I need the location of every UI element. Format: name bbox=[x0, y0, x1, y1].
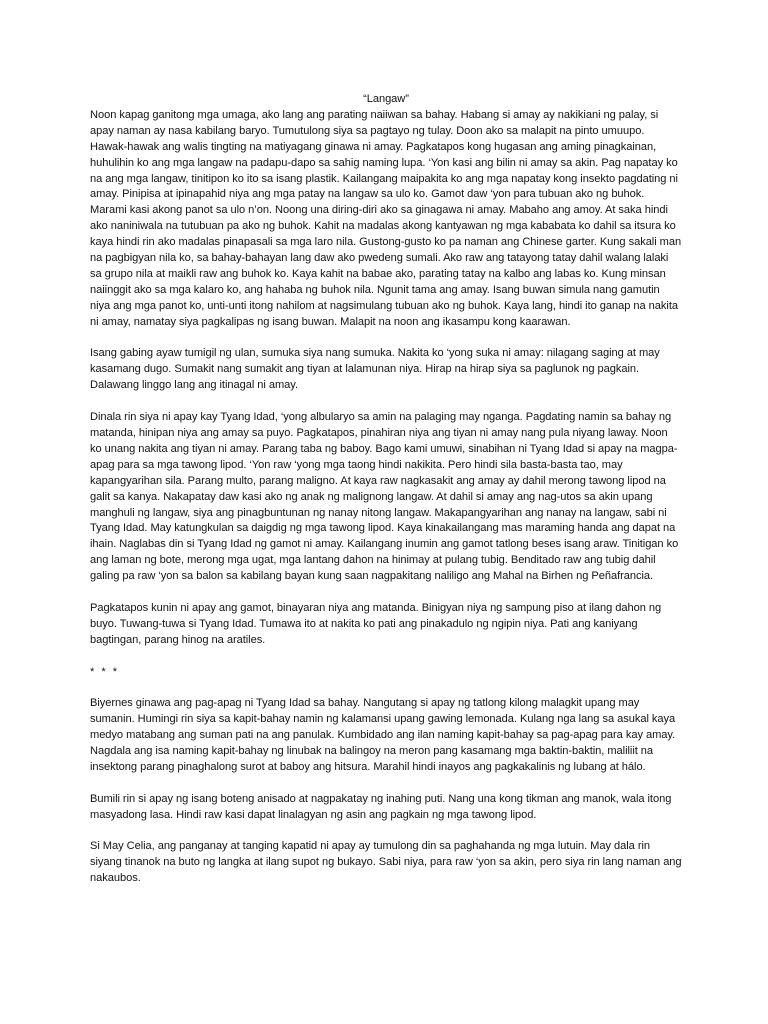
paragraph-7: Si May Celia, ang panganay at tanging kapatid ni apay ay tumulong din sa paghahanda ng mga lutuin. May dala rin siyang tinanok na buto ng langka at ilang supot ng bukayo. Sabi niya, para raw ‘yon sa akin, pero siya rin lang naman ang nakaubos. bbox=[90, 840, 682, 885]
section-separator: * * * bbox=[90, 665, 120, 678]
paragraph-2: Isang gabing ayaw tumigil ng ulan, sumuka siya nang sumuka. Nakita ko ‘yong suka ni amay: nilagang saging at may kasamang dugo. Sumakit nang sumakit ang tiyan at lalamunan niya. Hirap na hirap siya sa paglunok ng pagkain. Dalawang linggo lang ang itinagal ni amay. bbox=[90, 347, 660, 392]
paragraph-6: Bumili rin si apay ng isang boteng anisado at nagpakatay ng inahing puti. Nang una kong tikman ang manok, wala itong masyadong lasa. Hindi raw kasi dapat linalagyan ng asin ang pagkain ng mga tawong lipod. bbox=[90, 792, 672, 821]
paragraph-1: Noon kapag ganitong mga umaga, ako lang ang parating naiiwan sa bahay. Habang si amay ay nakikiani ng palay, si apay naman ay nasa kabilang baryo. Tumutulong siya sa pagtayo ng tulay. Doon ako sa malapit na pinto umuupo. Hawak-hawak ang walis tingting na matiyagang ginawa ni amay. Pagkatapos kong hugasan ang aming pinagkainan, huhulihin ko ang mga langaw na padapu-dapo sa sahig naming lupa. ‘Yon kasi ang bilin ni amay sa akin. Pag napatay ko na ang mga langaw, tinitipon ko ito sa isang plastik. Kailangang maipakita ko ang mga napatay kong insekto pagdating ni amay. Pinipisa at ipinapahid niya ang mga patay na langaw sa ulo ko. Gamot daw ‘yon para tubuan ako ng buhok. Marami kasi akong panot sa ulo n’on. Noong una diring-diri ako sa ginagawa ni amay. Mabaho ang amoy. At saka hindi ako naniniwala na tutubuan pa ako ng buhok. Kahit na madalas akong kantyawan ng mga kababata ko dahil sa itsura ko kaya hindi rin ako madalas pinapasali sa mga laro nila. Gustong-gusto ko pa naman ang Chinese garter. Kung sakali man na pagbigyan nila ko, sa bahay-bahayan lang daw ako pwedeng sumali. Ako raw ang tatayong tatay dahil walang lalaki sa grupo nila at maikli raw ang buhok ko. Kaya kahit na babae ako, parating tatay na kalbo ang labas ko. Kung minsan naiinggit ako sa mga kalaro ko, ang hahaba ng buhok nila. Ngunit tama ang amay. Isang buwan simula nang gamutin niya ang mga panot ko, unti-unti itong nahilom at nagsimulang tubuan ako ng buhok. Kaya lang, hindi ito ganap na nakita ni amay, namatay siya pagkalipas ng isang buwan. Malapit na noon ang ikasampu kong kaarawan. bbox=[90, 108, 682, 328]
paragraph-5: Biyernes ginawa ang pag-apag ni Tyang Idad sa bahay. Nangutang si apay ng tatlong kilong malagkit upang may sumanin. Humingi rin siya sa kapit-bahay namin ng kalamansi upang gawing lemonada. Kulang nga lang sa asukal kaya medyo matabang ang suman pati na ang panulak. Kumbidado ang ilan naming kapit-bahay sa pag-apag para kay amay. Nagdala ang isa naming kapit-bahay ng linubak na balingoy na meron pang kasamang mga baktin-baktin, maliliit na insektong parang pinaghalong surot at baboy ang hitsura. Marahil hindi inayos ang pagkakalinis ng lubang at hálo. bbox=[90, 697, 676, 773]
paragraph-3: Dinala rin siya ni apay kay Tyang Idad, ‘yong albularyo sa amin na palaging may nganga. Pagdating namin sa bahay ng matanda, hinipan niya ang amay sa puyo. Pagkatapos, pinahiran niya ang tiyan ni amay nang pula niyang laway. Noon ko unang nakita ang tiyan ni amay. Parang taba ng baboy. Bago kami umuwi, sinabihan ni Tyang Idad si apay na magpa-apag para sa mga tawong lipod. ‘Yon raw ‘yong mga taong hindi nakikita. Pero hindi sila basta-basta tao, may kapangyarihan sila. Parang multo, parang maligno. At kaya raw nagkasakit ang amay ay dahil merong tawong lipod na galit sa kanya. Nakapatay daw kasi ako ng anak ng malignong langaw. At dahil si amay ang nag-utos sa akin upang manghuli ng langaw, siya ang pinagbuntunan ng nanay nitong langaw. Makapangyarihan ang nanay na langaw, sabi ni Tyang Idad. May katungkulan sa daigdig ng mga tawong lipod. Kaya kinakailangang mas maraming handa ang dapat na ihain. Naglabas din si Tyang Idad ng gamot ni amay. Kailangang inumin ang gamot tatlong beses isang araw. Tinitigan ko ang laman ng bote, merong mga ugat, mga lantang dahon na hinimay at pulang tubig. Benditado raw ang tubig dahil galing pa raw ‘yon sa balon sa kabilang bayan kung saan nagpakitang naliligo ang Mahal na Birhen ng Peñafrancia. bbox=[90, 411, 679, 583]
document-page bbox=[90, 92, 682, 903]
story-title: “Langaw” bbox=[363, 93, 409, 105]
paragraph-4: Pagkatapos kunin ni apay ang gamot, binayaran niya ang matanda. Binigyan niya ng sampung piso at ilang dahon ng buyo. Tuwang-tuwa si Tyang Idad. Tumawa ito at nakita ko pati ang pinakadulo ng ngipin niya. Pati ang kaniyang bagtingan, parang hinog na aratiles. bbox=[90, 601, 662, 646]
